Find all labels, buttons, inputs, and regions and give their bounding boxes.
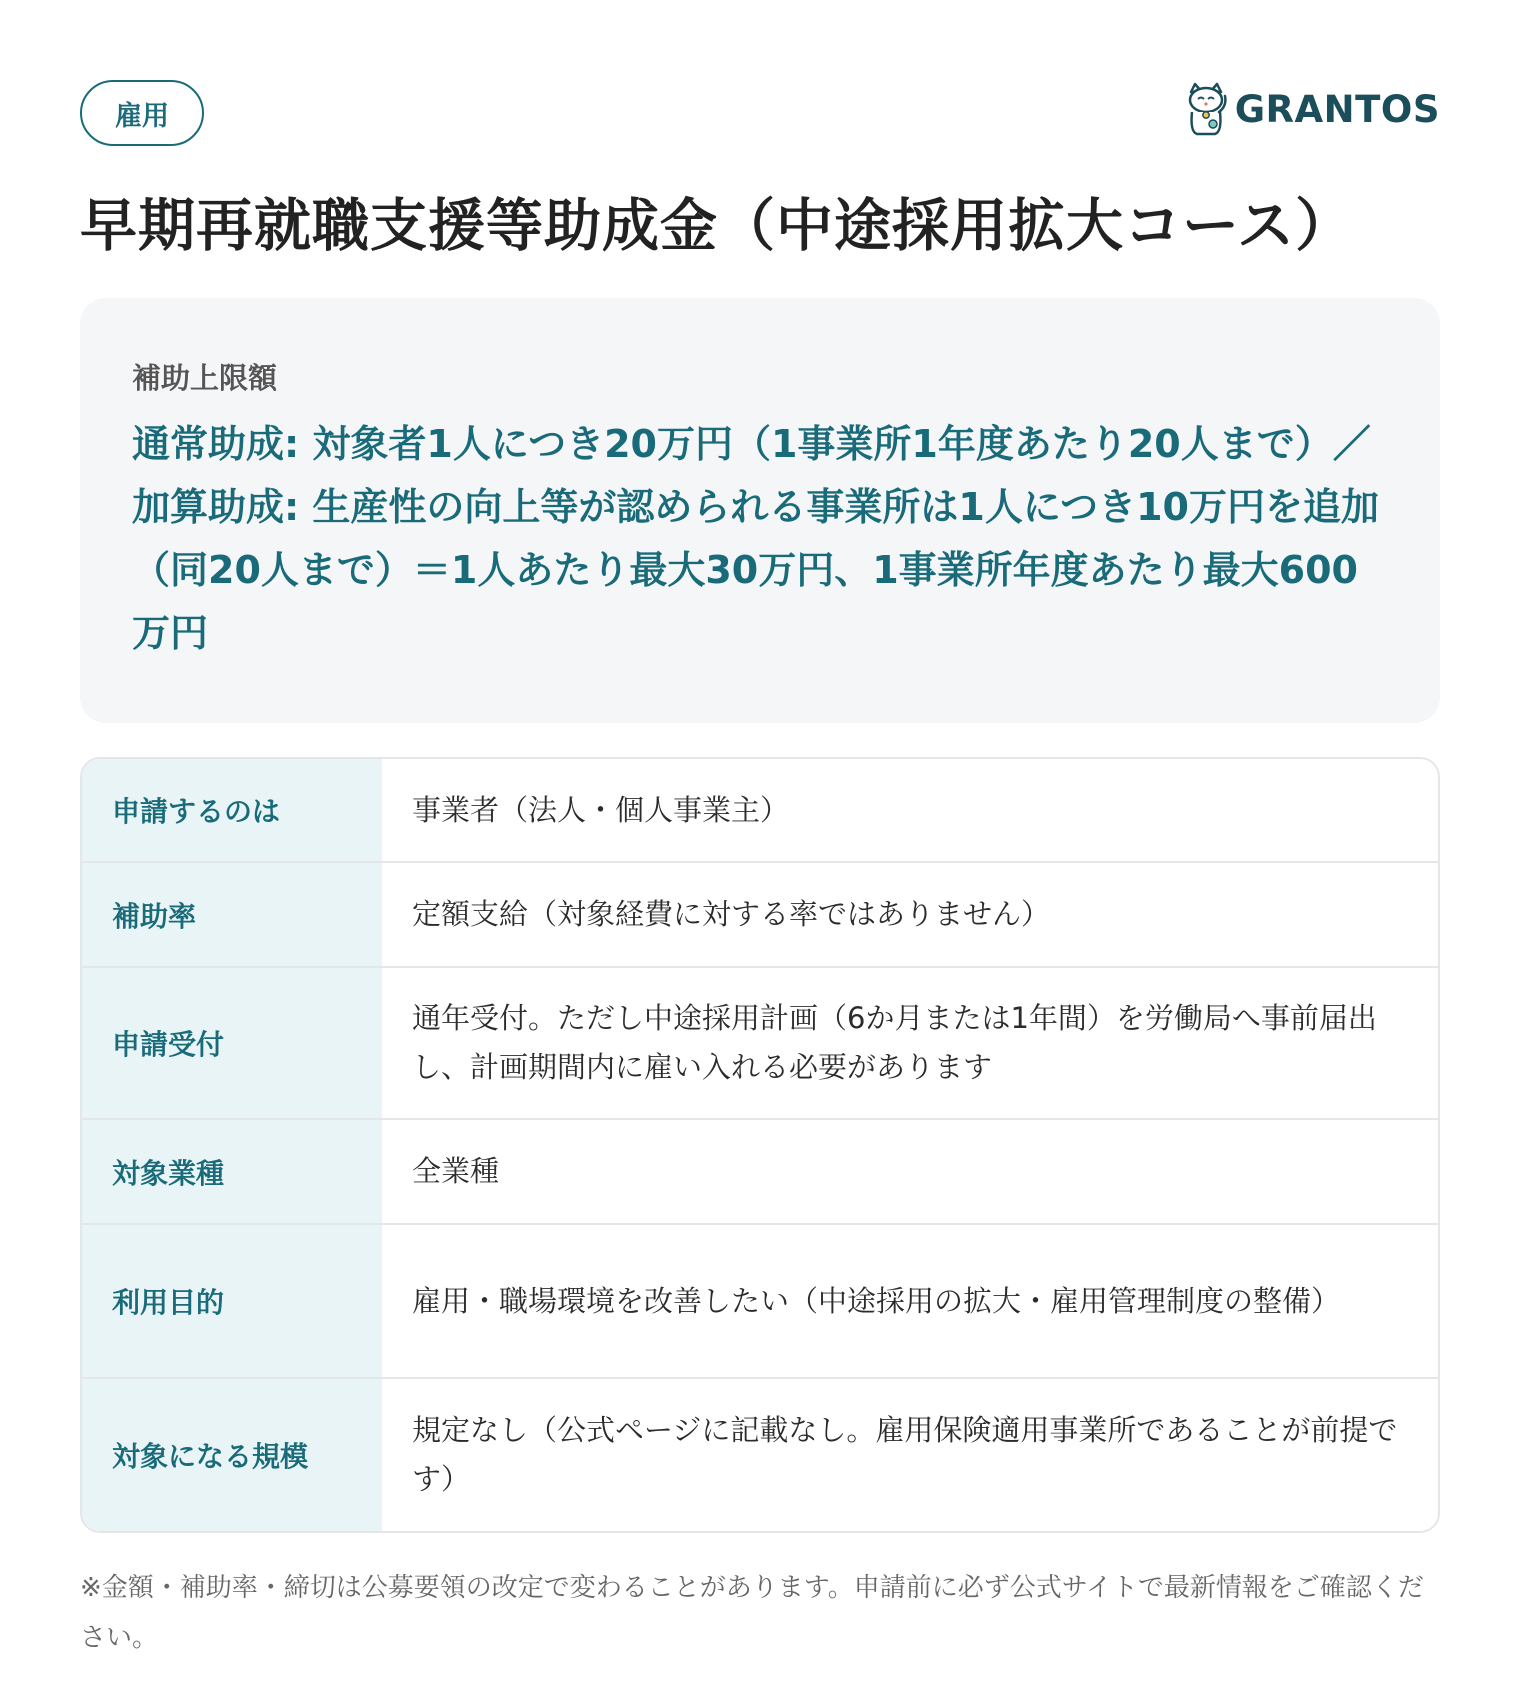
lucky-cat-icon — [1183, 82, 1229, 136]
row-value: 定額支給（対象経費に対する率ではありません） — [412, 897, 1051, 932]
row-value: 雇用・職場環境を改善したい（中途採用の拡大・雇用管理制度の整備） — [412, 1283, 1341, 1318]
page-title: 早期再就職支援等助成金（中途採用拡大コース） — [80, 193, 1354, 259]
row-value: 通年受付。ただし中途採用計画（6か月または1年間）を労働局へ事前届出し、計画期間内に雇い入れる必要があります — [412, 1001, 1377, 1085]
brand-logo[interactable] — [1183, 82, 1440, 136]
table-row — [82, 966, 1438, 1118]
subsidy-limit-value: 通常助成: 対象者1人につき20万円（1事業所1年度あたり20人まで）／加算助成: 生産性の向上等が認められる事業所は1人につき10万円を追加（同20人まで）＝1人あたり最大30万円、1事業所年度あたり最大600万円 — [132, 422, 1379, 656]
table-row — [82, 861, 1438, 966]
row-label: 利用目的 — [82, 1225, 382, 1377]
row-label: 申請受付 — [82, 968, 382, 1118]
table-row — [82, 1223, 1438, 1377]
row-label: 対象になる規模 — [82, 1379, 382, 1531]
row-value: 事業者（法人・個人事業主） — [412, 792, 790, 827]
subsidy-limit-card — [80, 298, 1440, 723]
row-value: 規定なし（公式ページに記載なし。雇用保険適用事業所であることが前提です） — [412, 1413, 1398, 1497]
subsidy-limit-label: 補助上限額 — [132, 361, 278, 396]
table-row — [82, 1377, 1438, 1531]
row-label: 補助率 — [82, 863, 382, 966]
brand-name: GRANTOS — [1234, 87, 1440, 131]
category-badge[interactable]: 雇用 — [80, 80, 204, 146]
row-value: 全業種 — [412, 1154, 500, 1189]
header — [80, 0, 1440, 170]
row-label: 申請するのは — [82, 759, 382, 861]
table-row — [82, 1118, 1438, 1223]
disclaimer-note: ※金額・補助率・締切は公募要領の改定で変わることがあります。申請前に必ず公式サイトで最新情報をご確認ください。 — [80, 1573, 1424, 1654]
info-table — [80, 757, 1440, 1533]
row-label: 対象業種 — [82, 1120, 382, 1223]
table-row — [82, 759, 1438, 861]
